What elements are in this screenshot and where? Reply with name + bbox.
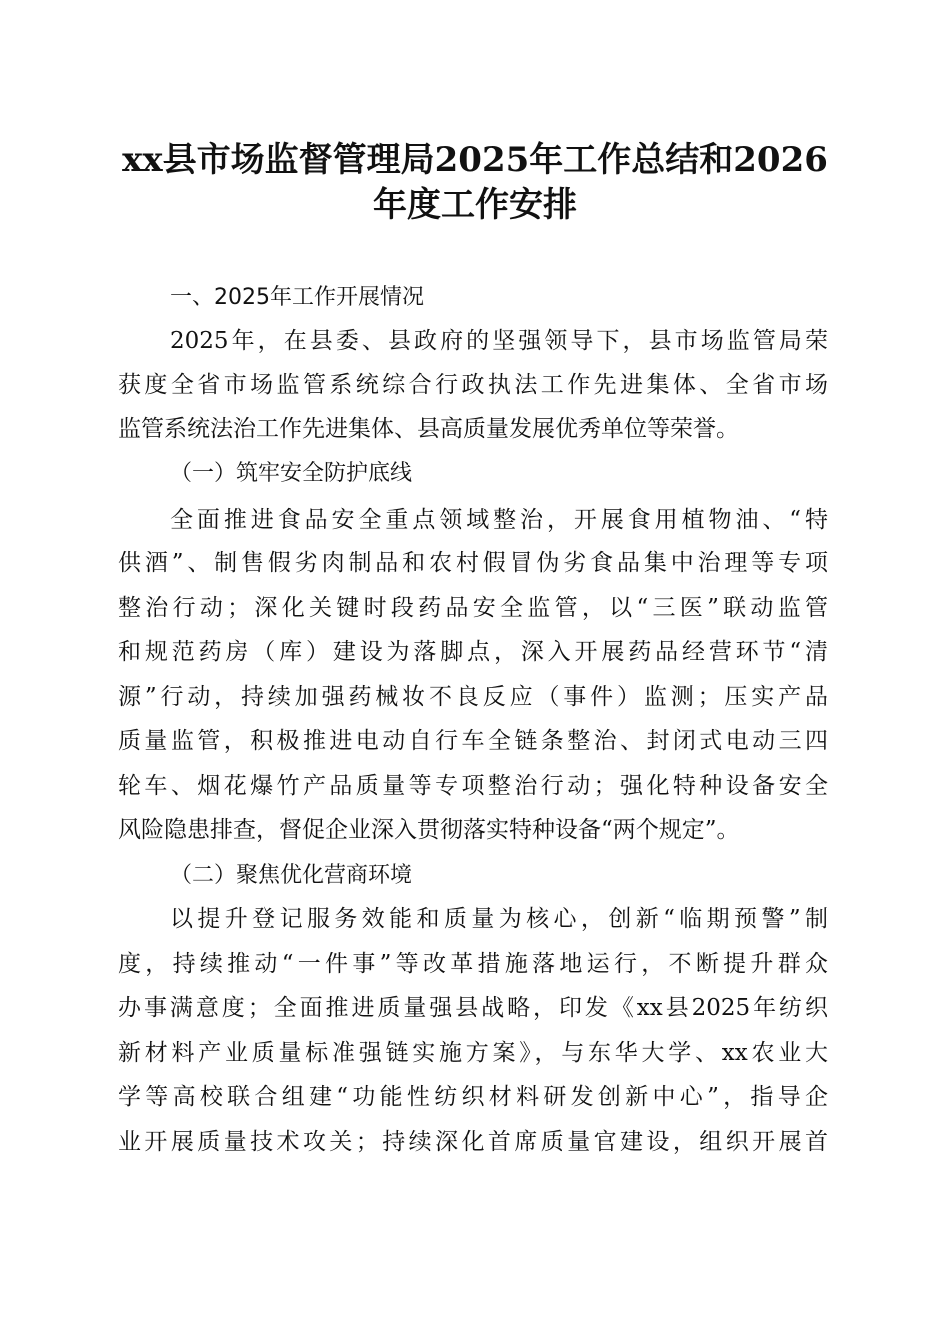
sub1-line: 和规范药房（库）建设为落脚点，深入开展药品经营环节“清 bbox=[118, 639, 828, 665]
subsection-1-heading: （一）筑牢安全防护底线 bbox=[170, 461, 413, 486]
intro-line: 2025年，在县委、县政府的坚强领导下，县市场监管局荣 bbox=[170, 328, 828, 354]
sub2-line: 学等高校联合组建“功能性纺织材料研发创新中心”，指导企 bbox=[118, 1084, 828, 1110]
intro-line: 获度全省市场监管系统综合行政执法工作先进集体、全省市场 bbox=[118, 372, 828, 398]
sub2-line: 以提升登记服务效能和质量为核心，创新“临期预警”制 bbox=[170, 906, 828, 932]
sub1-line: 全面推进食品安全重点领域整治，开展食用植物油、“特 bbox=[170, 507, 828, 533]
section-1-heading: 一、2025年工作开展情况 bbox=[170, 285, 424, 310]
subsection-2-heading: （二）聚焦优化营商环境 bbox=[170, 863, 413, 888]
document-title-line-2: 年度工作安排 bbox=[373, 185, 577, 225]
sub2-line: 新材料产业质量标准强链实施方案》，与东华大学、xx农业大 bbox=[118, 1040, 828, 1066]
sub1-line: 供酒”、制售假劣肉制品和农村假冒伪劣食品集中治理等专项 bbox=[118, 550, 828, 576]
sub2-line: 办事满意度；全面推进质量强县战略，印发《xx县2025年纺织 bbox=[118, 995, 828, 1021]
sub1-line: 源”行动，持续加强药械妆不良反应（事件）监测；压实产品 bbox=[118, 684, 828, 710]
sub2-line: 度，持续推动“一件事”等改革措施落地运行，不断提升群众 bbox=[118, 951, 828, 977]
sub2-line: 业开展质量技术攻关；持续深化首席质量官建设，组织开展首 bbox=[118, 1129, 828, 1155]
sub1-line: 风险隐患排查，督促企业深入贯彻落实特种设备“两个规定”。 bbox=[118, 817, 740, 843]
sub1-line: 整治行动；深化关键时段药品安全监管，以“三医”联动监管 bbox=[118, 595, 828, 621]
sub1-line: 质量监管，积极推进电动自行车全链条整治、封闭式电动三四 bbox=[118, 728, 828, 754]
sub1-line: 轮车、烟花爆竹产品质量等专项整治行动；强化特种设备安全 bbox=[118, 773, 828, 799]
intro-line: 监管系统法治工作先进集体、县高质量发展优秀单位等荣誉。 bbox=[118, 416, 739, 442]
document-title-line-1: xx县市场监督管理局2025年工作总结和2026 bbox=[122, 140, 828, 180]
